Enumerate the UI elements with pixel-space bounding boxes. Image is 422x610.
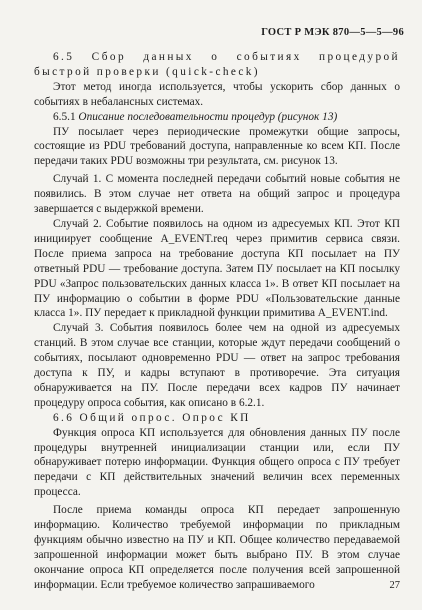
paragraph-case-2: Случай 2. Событие появилось на одном из адресуемых КП. Этот КП инициирует сообщение A_EVENT.req через примитив сервиса связи. После приема запроса на требование доступа КП посылает на ПУ ответный PDU — требование доступа. Затем ПУ посылает на КП посылку PDU «Запрос пользовательских данных класса 1». В ответ КП посылает на ПУ информацию о событии в форме PDU «Пользовательские данные класса 1». ПУ передает к прикладной функции примитива A_EVENT.ind. xyxy=(34,217,400,320)
section-6-5-1-title xyxy=(34,110,400,125)
page-number: 27 xyxy=(389,580,400,591)
section-6-5-1-heading: Описание последовательности процедур (рисунок 13) xyxy=(78,110,338,123)
section-6-5-1-number: 6.5.1 xyxy=(53,110,76,123)
section-6-6-title: 6.6 Общий опрос. Опрос КП xyxy=(53,411,251,424)
section-6-5-title: 6.5 Сбор данных о событиях процедурой быстрой проверки (quick-check) xyxy=(34,51,400,78)
paragraph-case-3: Случай 3. События появилось более чем на одной из адресуемых станций. В этом случае все станции, которые ждут передачи сообщений о событиях, посылают одновременно PDU — ответ на запрос требования доступа к ПУ, и кадры вступают в противоречие. Эта ситуация обнаруживается на ПУ. После передачи всех кадров ПУ начинает процедуру опроса события, как описано в 6.2.1. xyxy=(34,322,400,409)
page-content xyxy=(34,50,400,593)
paragraph-case-1: Случай 1. С момента последней передачи событий новые события не появились. В этом случае нет ответа на общий запрос и процедура завершается с выдержкой времени. xyxy=(34,173,400,216)
paragraph-interrogation-response: После приема команды опроса КП передает запрошенную информацию. Количество требуемой информации по прикладным функциям обычно известно на ПУ и КП. Общее количество передаваемой запрошенной информации может быть выбрано ПУ. В этом случае окончание опроса КП определяется после получения всей запрошенной информации. Если требуемое количество запрашиваемого xyxy=(34,504,400,591)
section-6-5-text: Этот метод иногда используется, чтобы ускорить сбор данных о событиях в небалансных системах. xyxy=(34,80,400,108)
paragraph-interrogation-function: Функция опроса КП используется для обновления данных ПУ после процедуры внутренней инициализации станции или, если ПУ обнаруживает потерю информации. Функция общего опроса с ПУ требует передачи с КП действительных значений величин всех переменных процесса. xyxy=(34,426,400,499)
paragraph-general-requests: ПУ посылает через периодические промежутки общие запросы, состоящие из PDU требований доступа, направленные ко всем КП. После передачи таких PDU возможны три результата, см. рисунок 13. xyxy=(34,125,400,168)
standard-header: ГОСТ Р МЭК 870—5—5—96 xyxy=(261,27,404,38)
